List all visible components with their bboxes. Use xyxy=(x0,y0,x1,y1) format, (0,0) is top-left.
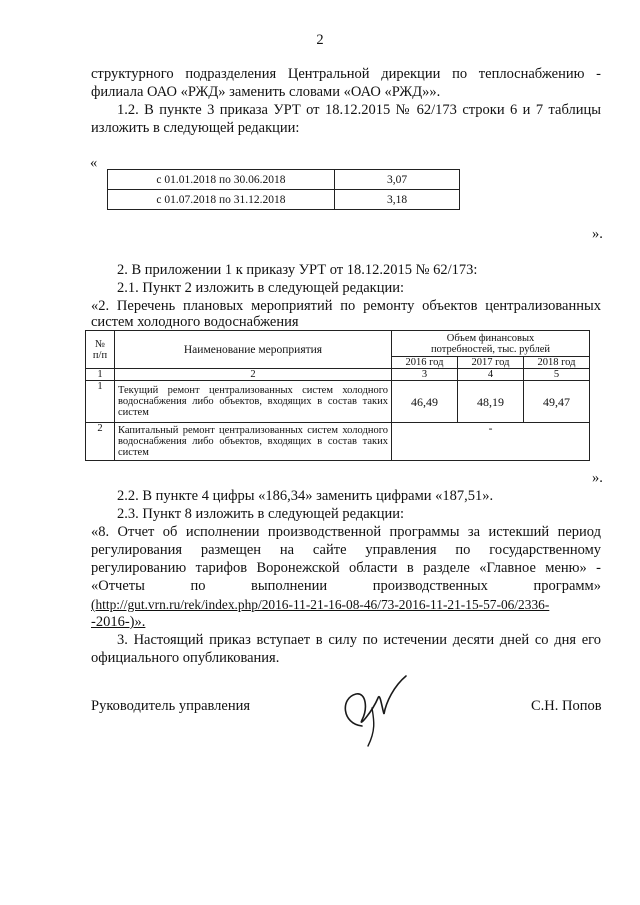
col-num-header: № п/п xyxy=(86,331,115,369)
table-row xyxy=(108,170,460,190)
signer-name: С.Н. Попов xyxy=(531,698,602,714)
table-row xyxy=(108,190,460,210)
quote-open: « xyxy=(90,155,98,171)
index-cell: 3 xyxy=(392,369,458,381)
value-cell: 3,18 xyxy=(335,190,460,210)
index-cell: 2 xyxy=(115,369,392,381)
index-cell: 5 xyxy=(524,369,590,381)
p8-line3: регулированию тарифов Воронежской области в разделе «Главное меню» - xyxy=(91,560,601,576)
col-name-header: Наименование мероприятия xyxy=(115,331,392,369)
handwritten-signature xyxy=(332,668,412,748)
report-link-end[interactable]: -2016-)». xyxy=(91,614,146,630)
table-index-row xyxy=(86,369,590,381)
p21: 2.1. Пункт 2 изложить в следующей редакции: xyxy=(117,280,405,296)
index-cell: 1 xyxy=(86,369,115,381)
p3-line2: официального опубликования. xyxy=(91,650,280,666)
report-link[interactable]: (http://gut.vrn.ru/rek/index.php/2016-11-21-16-08-46/73-2016-11-21-15-57-06/2336- xyxy=(91,597,550,612)
year-2016: 2016 год xyxy=(392,357,458,369)
period-cell: с 01.01.2018 по 30.06.2018 xyxy=(108,170,335,190)
row-value-2017: 48,19 xyxy=(458,381,524,423)
p23: 2.3. Пункт 8 изложить в следующей редакции: xyxy=(117,506,405,522)
row-value-2018: 49,47 xyxy=(524,381,590,423)
value-cell: 3,07 xyxy=(335,170,460,190)
row-merged-value: - xyxy=(392,423,590,461)
col-finance-header: Объем финансовых потребностей, тыс. рублей xyxy=(392,331,590,357)
para12-line2: изложить в следующей редакции: xyxy=(91,120,300,136)
table-measures xyxy=(85,330,590,461)
table-header-row xyxy=(86,331,590,357)
row-value-2016: 46,49 xyxy=(392,381,458,423)
period-cell: с 01.07.2018 по 31.12.2018 xyxy=(108,190,335,210)
p22: 2.2. В пункте 4 цифры «186,34» заменить цифрами «187,51». xyxy=(117,488,494,504)
year-2018: 2018 год xyxy=(524,357,590,369)
para1-line1: структурного подразделения Центральной дирекции по теплоснабжению - xyxy=(91,66,601,82)
index-cell: 4 xyxy=(458,369,524,381)
p8-line1: «8. Отчет об исполнении производственной программы за истекший период xyxy=(91,524,601,540)
quote-close: ». xyxy=(592,226,603,242)
row-name: Текущий ремонт централизованных систем холодного водоснабжения либо объектов, входящих в состав таких систем xyxy=(115,381,392,423)
para1-line2: филиала ОАО «РЖД» заменить словами «ОАО «РЖД»». xyxy=(91,84,441,100)
section2-heading: 2. В приложении 1 к приказу УРТ от 18.12.2015 № 62/173: xyxy=(117,262,478,278)
p8-line2: регулирования размещен на сайте управления по государственному xyxy=(91,542,601,558)
p8-line4: «Отчеты по выполнении производственных программ» xyxy=(91,578,601,594)
table-row xyxy=(86,423,590,461)
table-rates xyxy=(107,169,460,210)
table-row xyxy=(86,381,590,423)
quote-close-2: ». xyxy=(592,470,603,486)
signer-position: Руководитель управления xyxy=(91,698,251,714)
p2-line1: «2. Перечень плановых мероприятий по ремонту объектов централизованных xyxy=(91,298,601,314)
row-name: Капитальный ремонт централизованных систем холодного водоснабжения либо объектов, входящих в состав таких систем xyxy=(115,423,392,461)
p3-line1: 3. Настоящий приказ вступает в силу по истечении десяти дней со дня его xyxy=(117,632,601,648)
row-num: 1 xyxy=(86,381,115,423)
year-2017: 2017 год xyxy=(458,357,524,369)
page-number: 2 xyxy=(316,32,324,48)
p2-line2: систем холодного водоснабжения xyxy=(91,314,299,330)
para12-line1: 1.2. В пункте 3 приказа УРТ от 18.12.2015 № 62/173 строки 6 и 7 таблицы xyxy=(117,102,601,118)
row-num: 2 xyxy=(86,423,115,461)
